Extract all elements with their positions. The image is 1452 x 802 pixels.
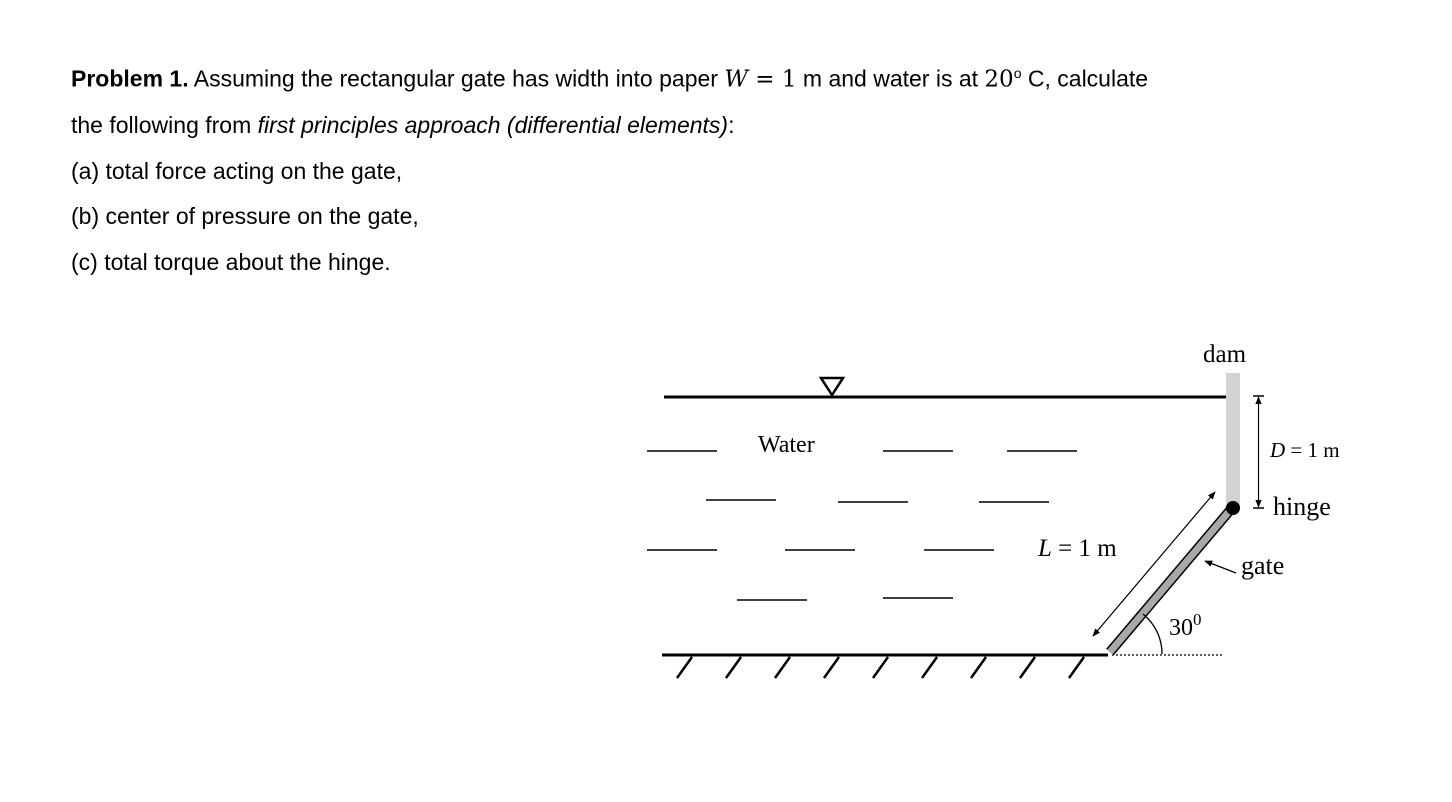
problem-heading: Problem 1.: [71, 65, 189, 92]
water-label: Water: [758, 432, 815, 458]
depth-variable: D: [1270, 438, 1286, 462]
depth-dimension: [1253, 396, 1264, 508]
angle-arc: [1143, 614, 1162, 654]
length-label: [1037, 535, 1117, 562]
length-variable: L: [1038, 535, 1052, 562]
gate-label: gate: [1241, 551, 1285, 580]
free-surface-icon: [821, 378, 843, 395]
gate-pointer-arrow: [1205, 561, 1236, 573]
angle-degree: 0: [1193, 610, 1202, 629]
problem-intro-text: Assuming the rectangular gate has width into paper: [188, 65, 725, 92]
hinge-point: [1226, 501, 1240, 515]
width-variable: W: [724, 66, 748, 93]
length-value: = 1 m: [1051, 535, 1117, 562]
problem-part-c: (c) total torque about the hinge.: [71, 248, 391, 275]
angle-label: [1169, 610, 1202, 641]
temperature-degree: o: [1013, 65, 1022, 81]
problem-part-a: (a) total force acting on the gate,: [71, 157, 403, 184]
temperature-value: 20: [984, 66, 1014, 93]
ground-hatching: [677, 657, 1084, 678]
water-dashes: [647, 451, 1077, 600]
width-unit-text: m and water is at: [796, 65, 985, 92]
width-equation: = 1: [747, 66, 797, 93]
hinge-label: hinge: [1273, 492, 1331, 521]
dam-label: dam: [1203, 341, 1247, 368]
temperature-unit-text: C, calculate: [1021, 65, 1149, 92]
dam-wall: [1226, 373, 1240, 509]
angle-value: 30: [1169, 615, 1193, 641]
method-emphasis: first principles approach (differential elements): [257, 112, 729, 139]
depth-value: = 1 m: [1285, 438, 1340, 462]
depth-label: [1269, 438, 1340, 462]
line2-start: the following from: [71, 112, 258, 139]
problem-part-b: (b) center of pressure on the gate,: [71, 203, 419, 230]
line2-end: :: [728, 112, 735, 139]
